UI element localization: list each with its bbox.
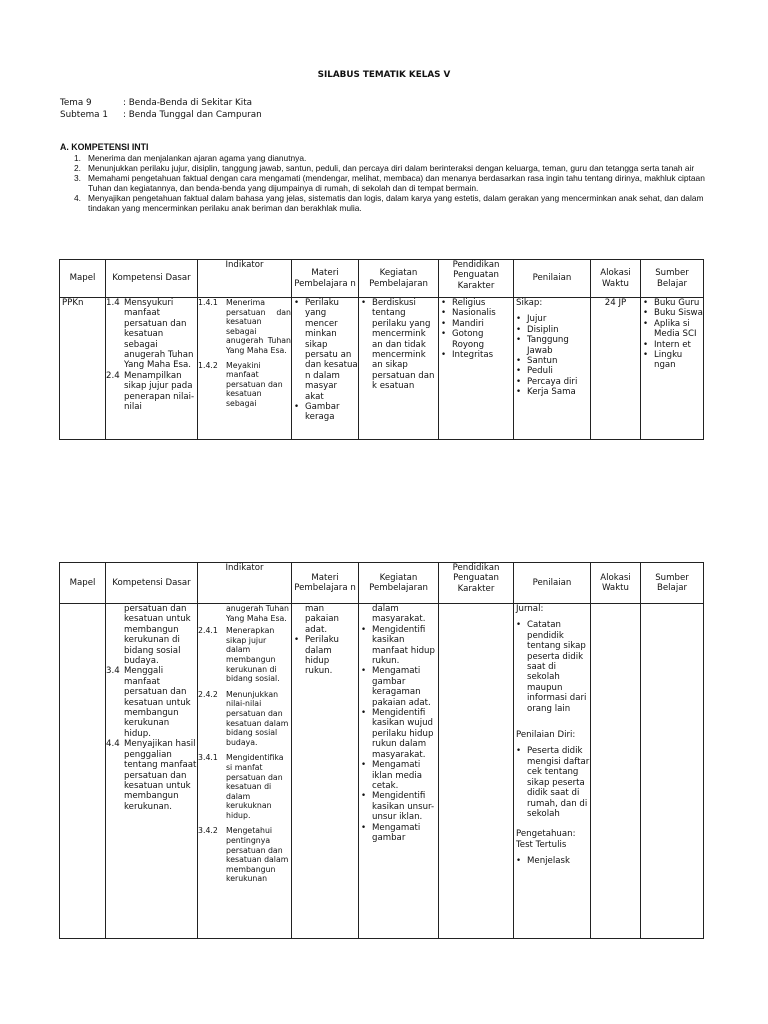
cell-alokasi: 24 JP (604, 298, 627, 308)
header-kegiatan: Kegiatan Pembelajaran (359, 563, 439, 604)
list-item-continuation: man pakaian adat. (305, 604, 339, 635)
cell-mapel (60, 604, 105, 937)
syllabus-table-1 (59, 259, 704, 440)
header-mapel: Mapel (60, 260, 106, 298)
list-item: • Buku Siswa (641, 308, 703, 318)
list-item: • Jujur (514, 314, 590, 324)
list-item: • Peserta didik mengisi daftar cek tentang sikap peserta didik saat di rumah, dan di sekolah (514, 746, 590, 819)
indikator-item: 1.4.1 Menerima persatuan dan kesatuan sebagai anugerah Tuhan Yang Maha Esa. (198, 298, 291, 355)
ki-item: 4. Menyajikan pengetahuan faktual dalam bahasa yang jelas, sistematis dan logis, dalam karya yang estetis, dalam gerakan yang mencerminkan anak sehat, dan dalam tindakan yang mencerminkan perilaku anak beriman dan berakhlak mulia. (74, 193, 704, 213)
list-item: • Disiplin (514, 325, 590, 335)
ki-item: 1. Menerima dan menjalankan ajaran agama yang dianutnya. (74, 153, 307, 163)
header-alokasi: Alokasi Waktu (591, 563, 641, 604)
header-indikator: Indikator (198, 563, 292, 604)
cell-kegiatan (359, 604, 438, 937)
kd-item: 1.4 Mensyukuri manfaat persatuan dan kesatuan sebagai anugerah Tuhan Yang Maha Esa. (106, 298, 194, 371)
list-item: • Perilaku dalam hidup rukun. (292, 635, 358, 677)
list-item: • Gotong Royong (439, 329, 513, 350)
list-item: • Mengidentifi kasikan manfaat hidup rukun. (359, 625, 438, 667)
cell-ppk (439, 298, 513, 438)
meta-subtema (60, 110, 262, 120)
cell-sumber (641, 604, 703, 937)
table-row (60, 604, 704, 939)
list-item: • Menjelask (514, 856, 590, 866)
list-item: • Catatan pendidik tentang sikap peserta didik saat di sekolah maupun informasi dari orang lain (514, 620, 590, 714)
syllabus-table-2 (59, 562, 704, 939)
list-item: • Mengidentifi kasikan wujud perilaku hidup rukun dalam masyarakat. (359, 708, 438, 760)
list-item-continuation: dalam masyarakat. (372, 604, 426, 625)
list-item: • Gambar keraga (292, 402, 358, 423)
meta-tema (60, 98, 252, 108)
indikator-item: 2.4.1 Menerapkan sikap jujur dalam membangun kerukunan di bidang sosial. (198, 626, 280, 684)
list-item: • Religius (439, 298, 513, 308)
meta-value: : Benda Tunggal dan Campuran (123, 110, 262, 120)
list-item: • Perilaku yang mencer minkan sikap persatu an dan kesatua n dalam masyar akat (292, 298, 358, 402)
penilaian-test-title: Test Tertulis (516, 839, 567, 850)
meta-label: Tema 9 (60, 98, 92, 108)
header-kegiatan: Kegiatan Pembelajaran (359, 260, 439, 298)
header-materi: Materi Pembelajara n (292, 260, 359, 298)
kd-item: 2.4 Menampilkan sikap jujur pada penerapan nilai-nilai (106, 370, 195, 413)
list-item: • Percaya diri (514, 377, 590, 387)
header-sumber: Sumber Belajar (641, 260, 704, 298)
penilaian-diri-title: Penilaian Diri: (516, 730, 576, 741)
penilaian-title: Sikap: (516, 298, 543, 308)
list-item: • Mandiri (439, 319, 513, 329)
header-alokasi: Alokasi Waktu (591, 260, 641, 298)
list-item: • Mengamati gambar (359, 823, 438, 844)
header-mapel: Mapel (60, 563, 106, 604)
list-item: • Aplika si Media SCI (641, 319, 703, 340)
header-penilaian: Penilaian (514, 563, 591, 604)
ki-list (74, 153, 714, 213)
header-sumber: Sumber Belajar (641, 563, 704, 604)
list-item: • Kerja Sama (514, 387, 590, 397)
header-materi: Materi Pembelajara n (292, 563, 359, 604)
meta-value: : Benda-Benda di Sekitar Kita (123, 98, 253, 108)
cell-penilaian (514, 298, 590, 438)
list-item: • Mengamati iklan media cetak. (359, 760, 438, 791)
ki-item: 3. Memahami pengetahuan faktual dengan cara mengamati (mendengar, melihat, membaca) dan menanya berdasarkan rasa ingin tahu tentang dirinya, makhluk ciptaan Tuhan dan kegiatannya, dan benda-benda yang dijumpainya di rumah, di sekolah dan di tempat bermain. (74, 173, 705, 193)
meta-label: Subtema 1 (60, 110, 108, 120)
list-item: • Intern et (641, 340, 703, 350)
list-item: • Mengidentifi kasikan unsur-unsur iklan. (359, 791, 438, 822)
kd-continuation: persatuan dan kesatuan untuk membangun kerukunan di bidang sosial budaya. (124, 604, 191, 667)
ki-heading: A. KOMPETENSI INTI (60, 142, 149, 152)
kd-item: 4.4 Menyajikan hasil penggalian tentang manfaat persatuan dan kesatuan untuk membangun kerukunan. (106, 739, 197, 812)
cell-alokasi (591, 604, 640, 937)
indikator-item: 1.4.2 Meyakini manfaat persatuan dan kesatuan sebagai (198, 360, 283, 408)
header-indikator: Indikator (198, 260, 292, 298)
kd-item: 3.4 Menggali manfaat persatuan dan kesatuan untuk membangun kerukunan hidup. (106, 666, 191, 739)
document-title: SILABUS TEMATIK KELAS V (317, 70, 451, 80)
penilaian-jurnal-title: Jurnal: (516, 604, 544, 614)
list-item: • Buku Guru (641, 298, 703, 308)
list-item: • Tanggung Jawab (514, 335, 590, 356)
penilaian-pengetahuan-title: Pengetahuan: (516, 829, 576, 840)
header-kd: Kompetensi Dasar (106, 260, 198, 298)
header-ppk: Pendidikan Penguatan Karakter (439, 260, 514, 298)
cell-materi (292, 298, 358, 438)
list-item: • Nasionalis (439, 308, 513, 318)
table-row (60, 298, 704, 440)
list-item: • Berdiskusi tentang perilaku yang mencermink an dan tidak mencermink an sikap persatuan dan k esatuan (359, 298, 438, 392)
cell-sumber (641, 298, 703, 438)
header-ppk: Pendidikan Penguatan Karakter (439, 563, 514, 604)
indikator-item: 3.4.1 Mengidentifika si manfat persatuan dan kesatuan di dalam kerukuknan hidup. (198, 753, 284, 820)
cell-kegiatan (359, 298, 438, 438)
cell-indikator (198, 604, 291, 937)
cell-penilaian (514, 604, 590, 937)
list-item: • Lingku ngan (641, 350, 703, 371)
cell-mapel: PPKn (62, 298, 84, 308)
cell-indikator (198, 298, 291, 438)
indikator-item: 2.4.2 Menunjukkan nilai-nilai persatuan dan kesatuan dalam bidang sosial budaya. (198, 689, 289, 747)
indikator-continuation: anugerah Tuhan Yang Maha Esa. (226, 604, 289, 623)
header-penilaian: Penilaian (514, 260, 591, 298)
header-kd: Kompetensi Dasar (106, 563, 198, 604)
cell-materi (292, 604, 358, 937)
list-item: • Mengamati gambar keragaman pakaian adat. (359, 666, 438, 708)
ki-item: 2. Menunjukkan perilaku jujur, disiplin, tanggung jawab, santun, peduli, dan percaya diri dalam berinteraksi dengan keluarga, teman, guru dan tetangga serta tanah air (74, 163, 695, 173)
cell-kd (106, 604, 197, 937)
list-item: • Santun (514, 356, 590, 366)
list-item: • Peduli (514, 366, 590, 376)
table-header-row (60, 563, 704, 604)
table-header-row (60, 260, 704, 298)
cell-ppk (439, 604, 513, 937)
list-item: • Integritas (439, 350, 513, 360)
indikator-item: 3.4.2 Mengetahui pentingnya persatuan dan kesatuan dalam membangun kerukunan (198, 826, 289, 884)
cell-kd (106, 298, 197, 438)
